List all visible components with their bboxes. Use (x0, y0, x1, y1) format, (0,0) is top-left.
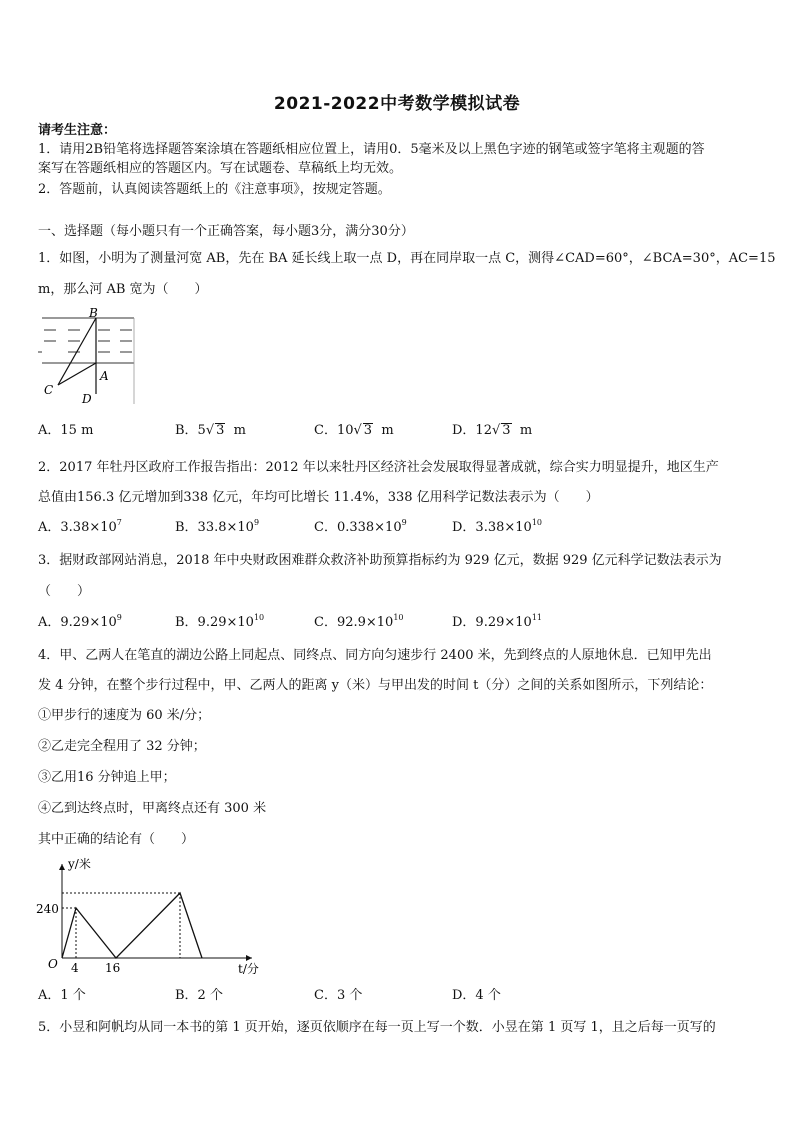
label-c: C (44, 383, 54, 397)
distance-curve (62, 893, 202, 958)
q4-line-2: 发 4 分钟，在整个步行过程中，甲、乙两人的距离 y（米）与甲出发的时间 t（分）之间的关系如图所示，下列结论： (38, 678, 713, 693)
q3-option-a: A．$9.29\times 10^9$ (38, 613, 122, 630)
q1-line-2: m，那么河 AB 宽为（ ） (38, 282, 208, 297)
q2-option-b: B．$33.8\times 10^9$ (175, 518, 260, 535)
q1-option-d-unit: m (519, 423, 533, 438)
page-title: 2021-2022中考数学模拟试卷 (273, 94, 521, 114)
q1-option-b-radicand: 3 (216, 423, 225, 438)
q3-line-1: 3．据财政部网站消息，2018 年中央财政困难群众救济补助预算指标约为 929 亿元，数据 929 亿元科学记数法表示为 (38, 553, 722, 568)
q4-conclusion-2: ②乙走完全程用了 32 分钟； (38, 739, 206, 754)
q1-option-d: D．12√ 3 m (452, 423, 533, 438)
q1-option-c-coef: C．10 (314, 423, 354, 438)
q4-conclusion-3: ③乙用16 分钟追上甲； (38, 770, 176, 785)
label-b: B (89, 306, 98, 320)
label-a: A (100, 369, 109, 383)
q2-line-1: 2．2017 年牡丹区政府工作报告指出：2012 年以来牡丹区经济社会发展取得显著成就，综合实力明显提升，地区生产 (38, 460, 719, 475)
q1-option-c-unit: m (381, 423, 394, 438)
y-axis-arrow (59, 864, 65, 870)
q4-option-a: A．1 个 (38, 988, 86, 1003)
notice-item-2: 2．答题前，认真阅读答题纸上的《注意事项》，按规定答题。 (38, 182, 391, 197)
q1-option-c-radicand: 3 (363, 423, 373, 438)
q2-option-a: A．$3.38\times 10^7$ (38, 518, 122, 535)
q4-option-c: C．3 个 (314, 988, 363, 1003)
q3-option-d: D．$9.29\times 10^{11}$ (452, 613, 542, 630)
q1-option-b-unit: m (233, 423, 246, 438)
q2-option-d: D．$3.38\times 10^{10}$ (452, 518, 542, 535)
label-d: D (82, 392, 92, 406)
notice-item-1-line-1: 1．请用2B铅笔将选择题答案涂填在答题纸相应位置上，请用0．5毫米及以上黑色字迹的钢笔或签字笔将主观题的答 (38, 142, 705, 157)
q3-option-c: C．$92.9\times 10^{10}$ (314, 613, 404, 630)
q4-option-b: B．2 个 (175, 988, 223, 1003)
q4-distance-graph (34, 852, 274, 980)
q2-line-2: 总值由156.3 亿元增加到338 亿元，年均可比增长 11.4%，338 亿用科学记数法表示为（ ） (38, 490, 599, 505)
q1-river-figure (36, 306, 140, 408)
q4-conclusion-1: ①甲步行的速度为 60 米/分； (38, 708, 211, 723)
y-tick-240: 240 (36, 902, 59, 916)
q1-option-c: C．10√ 3 m (314, 423, 394, 438)
water-dashes (38, 330, 132, 352)
x-axis-arrow (246, 955, 252, 961)
x-tick-16: 16 (105, 961, 121, 975)
q1-option-d-radicand: 3 (502, 423, 511, 438)
x-tick-4: 4 (71, 961, 79, 975)
q4-conclusion-4: ④乙到达终点时，甲离终点还有 300 米 (38, 801, 267, 816)
q3-option-b: B．$9.29\times 10^{10}$ (175, 613, 265, 630)
q2-option-c: C．$0.338\times 10^9$ (314, 518, 407, 535)
q5-line-1: 5．小昱和阿帆均从同一本书的第 1 页开始，逐页依顺序在每一页上写一个数．小昱在第 1 页写 1，且之后每一页写的 (38, 1020, 716, 1035)
origin-label: O (48, 957, 58, 971)
x-axis-label: t/分 (238, 962, 259, 976)
q4-question: 其中正确的结论有（ ） (38, 832, 195, 847)
line-bc (58, 318, 96, 385)
q3-line-2: （ ） (38, 584, 91, 599)
q1-option-b: B．5√ 3 m (175, 423, 246, 438)
notice-heading: 请考生注意： (38, 123, 117, 138)
section-heading: 一、选择题（每小题只有一个正确答案，每小题3分，满分30分） (38, 224, 414, 239)
q1-option-a: A．15 m (38, 423, 94, 438)
q1-option-d-coef: D．12 (452, 423, 492, 438)
y-axis-label: y/米 (68, 857, 91, 871)
q4-option-d: D．4 个 (452, 988, 501, 1003)
q1-line-1: 1．如图，小明为了测量河宽 AB，先在 BA 延长线上取一点 D，再在同岸取一点 C，测得∠CAD=60°，∠BCA=30°，AC=15 (38, 251, 776, 266)
q1-option-b-coef: B．5 (175, 423, 206, 438)
q4-line-1: 4．甲、乙两人在笔直的湖边公路上同起点、同终点、同方向匀速步行 2400 米，先到终点的人原地休息．已知甲先出 (38, 648, 712, 663)
notice-item-1-line-2: 案写在答题纸相应的答题区内。写在试题卷、草稿纸上均无效。 (38, 161, 403, 176)
